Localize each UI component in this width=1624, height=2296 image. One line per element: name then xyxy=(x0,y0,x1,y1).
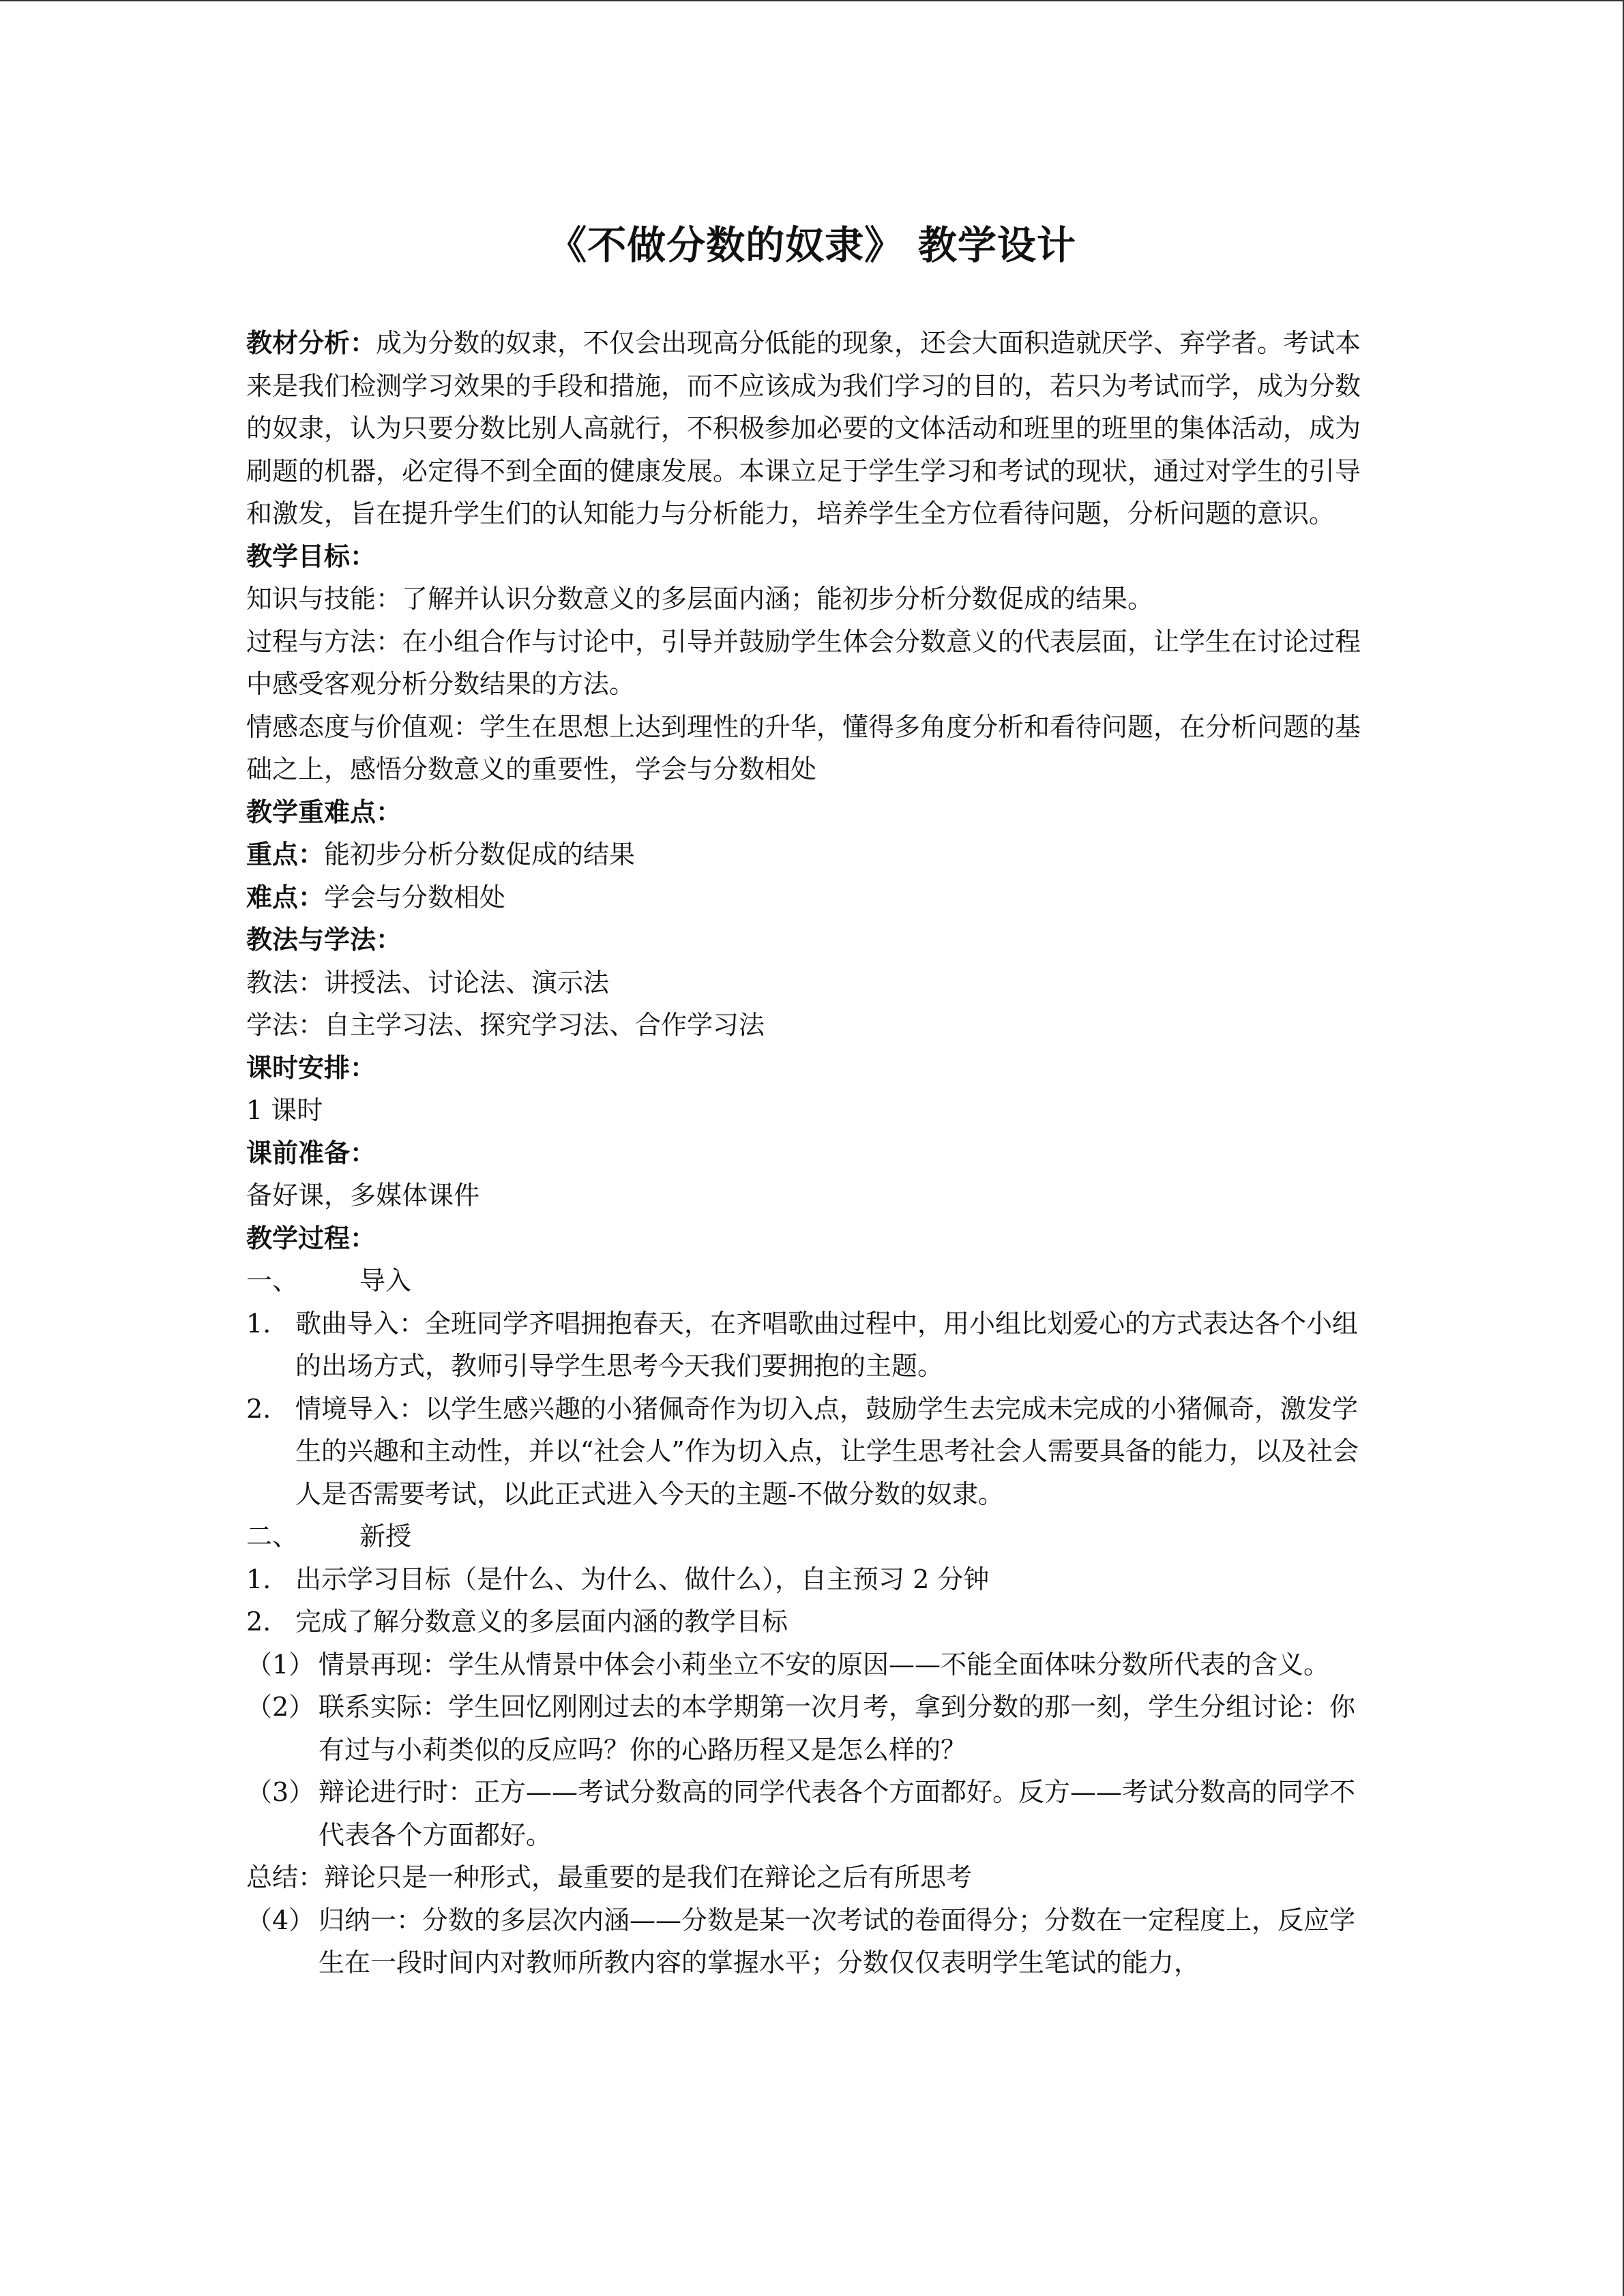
sub-item xyxy=(246,1899,1378,1984)
document-body xyxy=(246,322,1378,1984)
sub-item-text: 联系实际：学生回忆刚刚过去的本学期第一次月考，拿到分数的那一刻，学生分组讨论：你有过与小莉类似的反应吗？你的心路历程又是怎么样的？ xyxy=(319,1692,1356,1765)
goals-heading: 教学目标： xyxy=(246,540,377,571)
list-item xyxy=(246,1388,1378,1516)
schedule-heading: 课时安排： xyxy=(246,1052,377,1083)
goal-process: 过程与方法：在小组合作与讨论中，引导并鼓励学生体会分数意义的代表层面，让学生在讨论过程中感受客观分析分数结果的方法。 xyxy=(246,626,1361,699)
sub-item xyxy=(246,1643,1378,1686)
sub-item-text: 情景再现：学生从情景中体会小莉坐立不安的原因——不能全面体味分数所代表的含义。 xyxy=(319,1649,1330,1680)
keypoints-heading: 教学重难点： xyxy=(246,796,402,827)
sub-item xyxy=(246,1686,1378,1771)
process-heading: 教学过程： xyxy=(246,1222,377,1253)
schedule-text: 1 课时 xyxy=(246,1095,323,1125)
goal-knowledge: 知识与技能：了解并认识分数意义的多层面内涵；能初步分析分数促成的结果。 xyxy=(246,584,1154,614)
item-number: 1. xyxy=(246,1564,271,1594)
item-number: 1. xyxy=(246,1308,271,1339)
sub-item-text: 辩论进行时：正方——考试分数高的同学代表各个方面都好。反方——考试分数高的同学不代表各个方面都好。 xyxy=(319,1777,1356,1850)
teaching-method: 教法：讲授法、讨论法、演示法 xyxy=(246,967,610,998)
item-text: 完成了解分数意义的多层面内涵的教学目标 xyxy=(295,1607,788,1637)
item-number: 2. xyxy=(246,1393,271,1424)
sub-item-number: （1） xyxy=(246,1649,315,1680)
difficult-point-text: 学会与分数相处 xyxy=(324,882,506,912)
difficult-point xyxy=(246,876,1378,919)
item-text: 歌曲导入：全班同学齐唱拥抱春天，在齐唱歌曲过程中，用小组比划爱心的方式表达各个小组的出场方式，教师引导学生思考今天我们要拥抱的主题。 xyxy=(295,1308,1359,1381)
list-item xyxy=(246,1600,1378,1643)
sub-item-number: （3） xyxy=(246,1777,315,1807)
section-new-heading xyxy=(246,1515,1378,1558)
document-title: 《不做分数的奴隶》 教学设计 xyxy=(548,222,1076,268)
sub-item-text: 归纳一：分数的多层次内涵——分数是某一次考试的卷面得分；分数在一定程度上，反应学生在一段时间内对教师所教内容的掌握水平；分数仅仅表明学生笔试的能力， xyxy=(319,1905,1356,1978)
difficult-point-label: 难点： xyxy=(246,881,325,912)
summary-text: 总结：辩论只是一种形式，最重要的是我们在辩论之后有所思考 xyxy=(246,1862,973,1892)
item-number: 2. xyxy=(246,1607,271,1637)
section-number: 二、 xyxy=(246,1521,299,1551)
sub-item xyxy=(246,1771,1378,1856)
methods-heading: 教法与学法： xyxy=(246,924,402,955)
analysis-text: 成为分数的奴隶，不仅会出现高分低能的现象，还会大面积造就厌学、弃学者。考试本来是我们检测学习效果的手段和措施，而不应该成为我们学习的目的，若只为考试而学，成为分数的奴隶，认为只要分数比别人高就行，不积极参加必要的文体活动和班里的班里的集体活动，成为刷题的机器，必定得不到全面的健康发展。本课立足于学生学习和考试的现状，通过对学生的引导和激发，旨在提升学生们的认知能力与分析能力，培养学生全方位看待问题，分析问题的意识。 xyxy=(246,328,1361,528)
key-point-label: 重点： xyxy=(246,839,325,869)
sub-item-number: （2） xyxy=(246,1692,315,1722)
prep-heading: 课前准备： xyxy=(246,1137,377,1168)
learning-method: 学法：自主学习法、探究学习法、合作学习法 xyxy=(246,1010,765,1040)
list-item xyxy=(246,1558,1378,1601)
section-title: 新授 xyxy=(359,1521,412,1551)
analysis-paragraph xyxy=(246,322,1378,535)
goal-emotion: 情感态度与价值观：学生在思想上达到理性的升华，懂得多角度分析和看待问题，在分析问题的基础之上，感悟分数意义的重要性，学会与分数相处 xyxy=(246,711,1361,784)
section-intro-heading xyxy=(246,1259,1378,1302)
sub-item-number: （4） xyxy=(246,1905,315,1935)
section-number: 一、 xyxy=(246,1266,299,1296)
prep-text: 备好课，多媒体课件 xyxy=(246,1180,480,1210)
list-item xyxy=(246,1302,1378,1388)
item-text: 情境导入：以学生感兴趣的小猪佩奇作为切入点，鼓励学生去完成未完成的小猪佩奇，激发学生的兴趣和主动性，并以“社会人”作为切入点，让学生思考社会人需要具备的能力，以及社会人是否需要考试，以此正式进入今天的主题-不做分数的奴隶。 xyxy=(295,1393,1359,1509)
section-title: 导入 xyxy=(359,1266,412,1296)
key-point xyxy=(246,833,1378,876)
item-text: 出示学习目标（是什么、为什么、做什么），自主预习 2 分钟 xyxy=(295,1564,990,1594)
analysis-label: 教材分析： xyxy=(246,327,377,358)
key-point-text: 能初步分析分数促成的结果 xyxy=(324,839,636,869)
